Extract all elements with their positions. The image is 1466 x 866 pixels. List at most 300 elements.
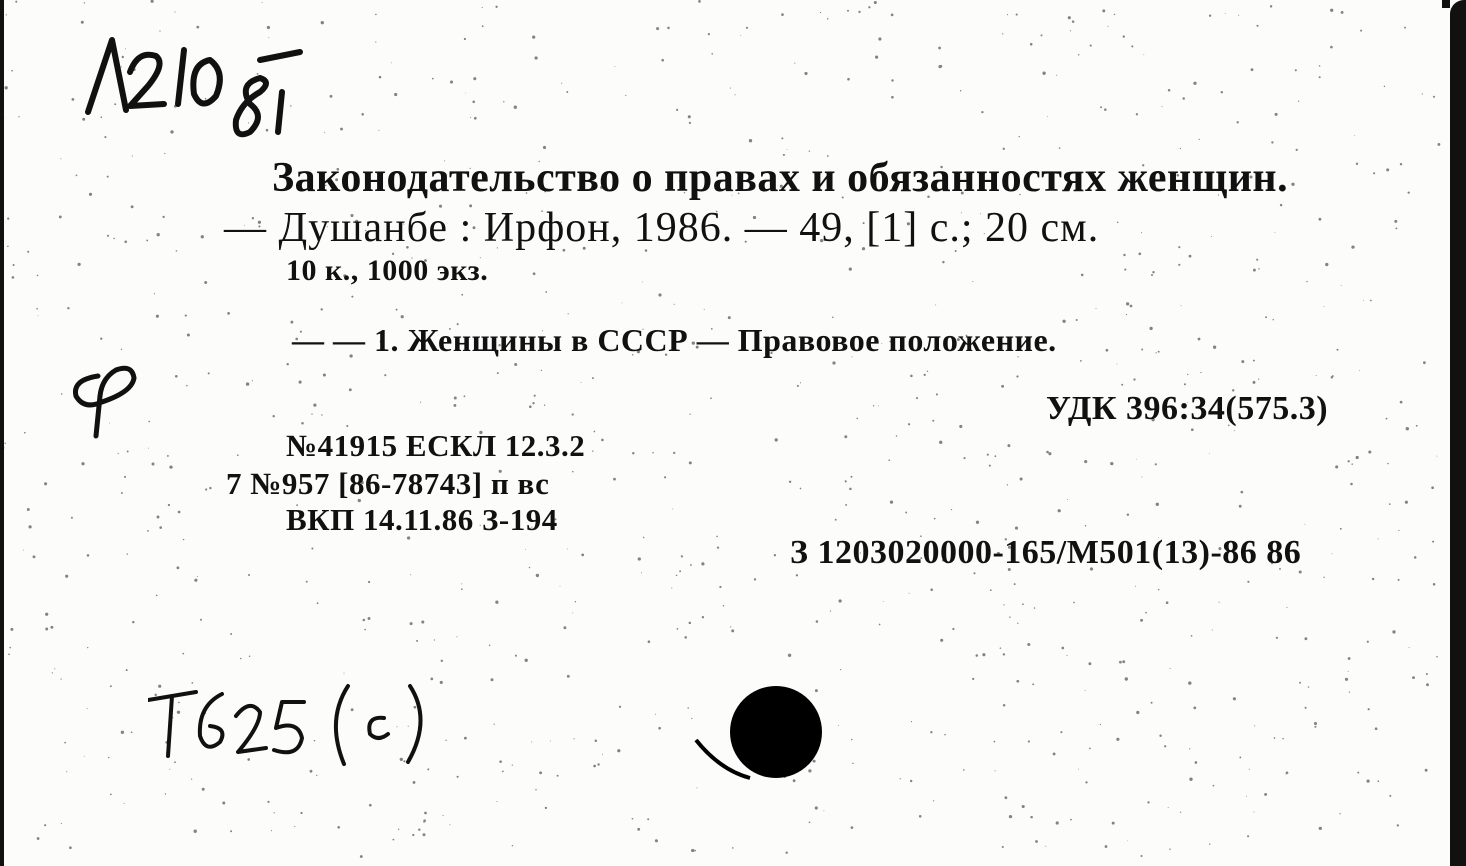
speckle <box>349 388 352 391</box>
speckle <box>1357 772 1359 774</box>
speckle <box>1088 662 1091 665</box>
speckle <box>1254 725 1255 726</box>
speckle <box>687 707 689 709</box>
speckle <box>157 516 160 519</box>
speckle <box>567 675 570 678</box>
speckle <box>175 375 178 378</box>
speckle <box>781 137 783 139</box>
speckle <box>127 451 129 453</box>
speckle <box>364 629 366 631</box>
speckle <box>690 564 692 566</box>
speckle <box>162 216 164 218</box>
speckle <box>76 175 78 177</box>
card-title: Законодательство о правах и обязанностях женщин. <box>272 155 1289 201</box>
speckle <box>1426 683 1429 686</box>
speckle <box>1003 148 1005 150</box>
speckle <box>443 815 444 816</box>
speckle <box>1180 812 1181 813</box>
speckle <box>1331 553 1332 554</box>
speckle <box>169 465 172 468</box>
speckle <box>874 1 877 4</box>
speckle <box>688 115 691 118</box>
speckle <box>60 158 61 159</box>
speckle <box>164 153 165 154</box>
speckle <box>545 291 547 293</box>
card-isbn-code: З 1203020000-165/М501(13)-86 86 <box>790 534 1302 571</box>
speckle <box>423 821 424 822</box>
speckle <box>1354 135 1355 136</box>
speckle <box>728 316 731 319</box>
speckle <box>1253 269 1256 272</box>
speckle <box>470 117 471 118</box>
card-udk: УДК 396:34(575.3) <box>1046 390 1329 427</box>
speckle <box>186 385 188 387</box>
speckle <box>346 425 348 427</box>
speckle <box>835 519 837 521</box>
speckle <box>1319 65 1321 67</box>
speckle <box>544 405 545 406</box>
speckle <box>595 740 598 743</box>
speckle <box>392 839 394 841</box>
speckle <box>581 554 584 557</box>
speckle <box>121 731 124 734</box>
card-price: 10 к., 1000 экз. <box>286 254 489 287</box>
speckle <box>44 482 47 485</box>
speckle <box>1084 460 1087 463</box>
speckle <box>84 2 85 3</box>
speckle <box>1392 630 1395 633</box>
speckle <box>65 575 68 578</box>
speckle <box>1433 96 1435 98</box>
speckle <box>1253 360 1255 362</box>
speckle <box>176 250 178 252</box>
speckle <box>536 574 539 577</box>
speckle <box>4 447 5 448</box>
speckle <box>321 414 322 415</box>
speckle <box>800 488 802 490</box>
speckle <box>935 304 936 305</box>
speckle <box>454 397 457 400</box>
speckle <box>987 454 989 456</box>
speckle <box>33 555 36 558</box>
speckle <box>494 724 495 725</box>
speckle <box>1027 643 1030 646</box>
speckle <box>1130 305 1133 308</box>
speckle <box>1209 15 1211 17</box>
speckle <box>594 431 596 433</box>
speckle <box>482 25 484 27</box>
speckle <box>227 312 230 315</box>
speckle <box>1423 361 1426 364</box>
speckle <box>1377 780 1379 782</box>
speckle <box>1168 89 1171 92</box>
speckle <box>995 770 996 771</box>
speckle <box>891 96 894 99</box>
speckle <box>1112 822 1115 825</box>
speckle <box>940 639 943 642</box>
speckle <box>982 653 985 656</box>
speckle <box>1151 274 1153 276</box>
speckle <box>1286 607 1287 608</box>
speckle <box>1126 314 1127 315</box>
speckle <box>794 63 795 64</box>
speckle <box>66 771 67 772</box>
speckle <box>1047 116 1048 117</box>
speckle <box>1416 425 1418 427</box>
speckle <box>413 781 416 784</box>
speckle <box>1191 635 1193 637</box>
speckle <box>1016 375 1018 377</box>
speckle <box>1195 761 1198 764</box>
speckle <box>976 521 979 524</box>
speckle <box>572 612 573 613</box>
speckle <box>535 789 537 791</box>
speckle <box>730 626 731 627</box>
speckle <box>1265 316 1267 318</box>
speckle <box>592 377 594 379</box>
speckle <box>809 821 811 823</box>
speckle <box>1030 43 1033 46</box>
speckle <box>1090 45 1092 47</box>
speckle <box>1256 25 1258 27</box>
speckle <box>723 605 725 607</box>
speckle <box>655 839 658 842</box>
speckle <box>1104 108 1107 111</box>
speckle <box>1100 724 1101 725</box>
speckle <box>658 293 661 296</box>
speckle <box>573 738 574 739</box>
speckle <box>1066 655 1067 656</box>
speckle <box>930 588 933 591</box>
speckle <box>1123 35 1125 37</box>
speckle <box>532 35 535 38</box>
speckle <box>514 106 517 109</box>
speckle <box>1378 538 1379 539</box>
speckle <box>23 550 24 551</box>
speckle <box>27 251 29 253</box>
speckle <box>838 599 841 602</box>
speckle <box>963 457 965 459</box>
speckle <box>1105 845 1108 848</box>
speckle <box>1189 778 1192 781</box>
speckle <box>891 79 893 81</box>
speckle <box>637 828 640 831</box>
speckle <box>840 669 841 670</box>
speckle <box>306 581 308 583</box>
speckle <box>1056 75 1057 76</box>
speckle <box>658 727 661 730</box>
speckle <box>641 572 642 573</box>
speckle <box>482 7 483 8</box>
speckle <box>1009 616 1011 618</box>
speckle <box>394 93 397 96</box>
speckle <box>617 749 620 752</box>
speckle <box>1409 647 1410 648</box>
speckle <box>61 679 62 680</box>
speckle <box>1400 163 1402 165</box>
speckle <box>804 72 807 75</box>
speckle <box>719 586 721 588</box>
speckle <box>197 576 198 577</box>
speckle <box>563 626 566 629</box>
speckle <box>673 452 675 454</box>
speckle <box>1368 450 1371 453</box>
speckle <box>1433 583 1436 586</box>
speckle <box>67 307 69 309</box>
speckle <box>1096 308 1097 309</box>
speckle <box>916 397 918 399</box>
speckle <box>50 626 53 629</box>
speckle <box>543 146 546 149</box>
speckle <box>1414 556 1417 559</box>
speckle <box>77 263 80 266</box>
speckle <box>1164 745 1166 747</box>
speckle <box>474 117 477 120</box>
speckle <box>1189 255 1192 258</box>
speckle <box>567 548 568 549</box>
speckle <box>1056 821 1059 824</box>
speckle <box>1405 501 1408 504</box>
speckle <box>1140 855 1142 857</box>
speckle <box>208 372 210 374</box>
speckle <box>1133 378 1135 380</box>
speckle <box>909 593 910 594</box>
speckle <box>185 315 187 317</box>
card-accession-line-1: №41915 ЕСКЛ 12.3.2 <box>286 428 586 463</box>
speckle <box>940 65 942 67</box>
speckle <box>191 779 192 780</box>
speckle <box>1271 141 1273 143</box>
speckle <box>465 93 466 94</box>
speckle <box>1107 26 1108 27</box>
speckle <box>1143 54 1144 55</box>
speckle <box>1296 149 1298 151</box>
speckle <box>124 241 127 244</box>
speckle <box>735 94 736 95</box>
speckle <box>1324 306 1325 307</box>
speckle <box>201 235 204 238</box>
speckle <box>995 455 997 457</box>
speckle <box>503 101 504 102</box>
speckle <box>18 116 19 117</box>
speckle <box>1395 227 1397 229</box>
speckle <box>81 462 84 465</box>
speckle <box>491 678 494 681</box>
speckle <box>1184 383 1186 385</box>
speckle <box>248 574 250 576</box>
speckle <box>1138 253 1141 256</box>
speckle <box>1080 360 1082 362</box>
speckle <box>1436 656 1438 658</box>
speckle <box>1016 680 1019 683</box>
speckle <box>121 492 123 494</box>
speckle <box>131 731 133 733</box>
speckle <box>230 830 232 832</box>
speckle <box>361 113 364 116</box>
speckle <box>420 402 421 403</box>
speckle <box>410 622 413 625</box>
speckle <box>1161 106 1162 107</box>
speckle <box>1341 285 1342 286</box>
speckle <box>927 371 928 372</box>
speckle <box>165 793 166 794</box>
speckle <box>1155 352 1156 353</box>
speckle <box>851 826 854 829</box>
speckle <box>1356 163 1358 165</box>
speckle <box>274 812 275 813</box>
speckle <box>847 78 850 81</box>
speckle <box>1274 737 1276 739</box>
speckle <box>87 647 88 648</box>
speckle <box>1246 796 1247 797</box>
speckle <box>89 193 92 196</box>
speckle <box>495 6 497 8</box>
speckle <box>1151 702 1153 704</box>
speckle <box>1007 14 1008 15</box>
speckle <box>534 56 537 59</box>
speckle <box>1019 136 1020 137</box>
speckle <box>1149 327 1152 330</box>
speckle <box>1249 769 1250 770</box>
speckle <box>1275 113 1278 116</box>
speckle <box>534 395 536 397</box>
speckle <box>972 281 973 282</box>
speckle <box>879 624 881 626</box>
speckle <box>732 847 734 849</box>
speckle <box>815 806 818 809</box>
speckle <box>27 508 30 511</box>
speckle <box>851 476 853 478</box>
speckle <box>440 681 443 684</box>
speckle <box>1188 681 1191 684</box>
speckle <box>1158 589 1160 591</box>
speckle <box>1238 15 1239 16</box>
speckle <box>572 413 574 415</box>
speckle <box>614 66 615 67</box>
speckle <box>464 737 467 740</box>
speckle <box>514 363 517 366</box>
speckle <box>774 554 776 556</box>
speckle <box>1389 503 1391 505</box>
speckle <box>1341 11 1344 14</box>
speckle <box>124 476 126 478</box>
speckle <box>249 655 251 657</box>
speckle <box>845 504 847 506</box>
speckle <box>375 41 376 42</box>
speckle <box>1032 683 1034 685</box>
speckle <box>775 438 778 441</box>
speckle <box>1178 246 1180 248</box>
speckle <box>148 448 149 449</box>
speckle <box>495 601 498 604</box>
speckle <box>1350 483 1353 486</box>
speckle <box>1152 271 1154 273</box>
speckle <box>1367 641 1369 643</box>
speckle <box>499 760 502 763</box>
speckle <box>1046 451 1049 454</box>
speckle <box>202 788 205 791</box>
speckle <box>1253 381 1256 384</box>
speckle <box>1370 300 1372 302</box>
speckle <box>1145 612 1147 614</box>
speckle <box>340 128 343 131</box>
speckle <box>1125 677 1128 680</box>
speckle <box>557 775 559 777</box>
speckle <box>1078 769 1079 770</box>
speckle <box>1426 673 1428 675</box>
speckle <box>1002 846 1004 848</box>
speckle <box>951 509 952 510</box>
speckle <box>1017 623 1018 624</box>
speckle <box>300 812 302 814</box>
speckle <box>1020 477 1023 480</box>
speckle <box>785 851 787 853</box>
speckle <box>118 453 119 454</box>
speckle <box>613 478 616 481</box>
speckle <box>344 673 345 674</box>
speckle <box>1022 603 1024 605</box>
speckle <box>457 776 459 778</box>
speckle <box>321 308 323 310</box>
speckle <box>182 653 184 655</box>
speckle <box>204 281 207 284</box>
speckle <box>592 450 593 451</box>
speckle <box>856 418 858 420</box>
speckle <box>800 382 801 383</box>
speckle <box>121 349 122 350</box>
speckle <box>1078 54 1080 56</box>
speckle <box>619 706 621 708</box>
speckle <box>1348 460 1350 462</box>
speckle <box>1003 704 1006 707</box>
speckle <box>1159 735 1161 737</box>
speckle <box>222 801 225 804</box>
speckle <box>1233 697 1236 700</box>
speckle <box>84 756 85 757</box>
speckle <box>787 149 788 150</box>
speckle <box>1247 835 1249 837</box>
speckle <box>1076 319 1078 321</box>
speckle <box>1141 232 1142 233</box>
speckle <box>496 801 497 802</box>
speckle <box>647 818 649 820</box>
speckle <box>730 88 731 89</box>
speckle <box>24 432 26 434</box>
speckle <box>1397 824 1399 826</box>
speckle <box>1386 168 1389 171</box>
speckle <box>434 639 435 640</box>
speckle <box>379 76 382 79</box>
speckle <box>911 721 912 722</box>
speckle <box>632 818 634 820</box>
speckle <box>1041 34 1043 36</box>
speckle <box>710 397 712 399</box>
speckle <box>1360 30 1362 32</box>
speckle <box>384 374 386 376</box>
speckle <box>194 579 197 582</box>
speckle <box>441 660 443 662</box>
speckle <box>656 27 659 30</box>
speckle <box>883 601 884 602</box>
speckle <box>1330 46 1333 49</box>
speckle <box>1126 302 1129 305</box>
speckle <box>1141 349 1143 351</box>
speckle <box>1045 846 1046 847</box>
speckle <box>1387 463 1388 464</box>
speckle <box>132 621 134 623</box>
speckle <box>788 654 791 657</box>
speckle <box>797 385 799 387</box>
